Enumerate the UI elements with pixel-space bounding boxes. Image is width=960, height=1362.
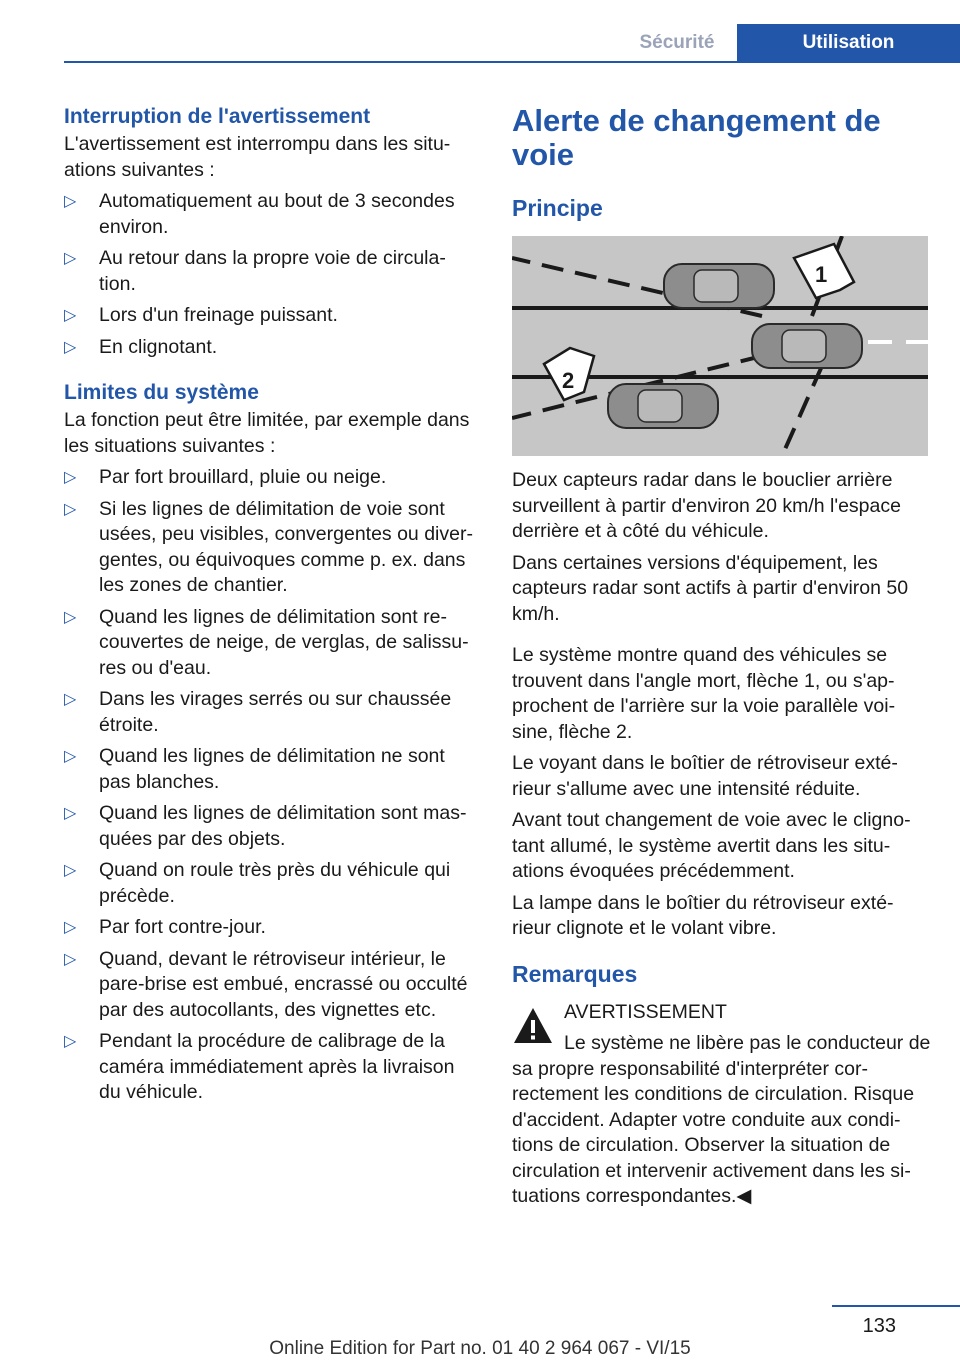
triangle-bullet-icon: ▷	[64, 307, 77, 324]
list-item: ▷ Quand les lignes de délimitation sont re-couvertes de neige, de verglas, de salissu-res ou d'eau.	[64, 605, 469, 679]
interruption-heading: Interruption de l'avertissement	[64, 105, 371, 128]
triangle-bullet-icon: ▷	[64, 805, 77, 822]
triangle-bullet-icon: ▷	[64, 193, 77, 210]
triangle-bullet-icon: ▷	[64, 919, 77, 936]
list-item: ▷ Par fort brouillard, pluie ou neige.	[64, 465, 480, 491]
warning-box	[512, 1000, 932, 1210]
list-item: ▷ Pendant la procédure de calibrage de la caméra immédiatement après la livraison du véhicule.	[64, 1030, 455, 1103]
warning-triangle-icon	[512, 1006, 554, 1046]
arrow-1-label: 1	[815, 262, 828, 287]
list-item: ▷ En clignotant.	[64, 335, 480, 361]
principle-paragraph: Avant tout changement de voie avec le cligno-tant allumé, le système avertit dans les situ-ations évoquées précédemment.	[512, 809, 911, 882]
list-item: ▷ Quand, devant le rétroviseur intérieur, le pare-brise est embué, encrassé ou occulté par des autocollants, des vignettes etc.	[64, 947, 468, 1021]
header-rule	[64, 61, 960, 63]
triangle-bullet-icon: ▷	[64, 250, 77, 267]
list-item: ▷ Dans les virages serrés ou sur chaussée étroite.	[64, 688, 452, 736]
warning-text: Le système ne libère pas le conducteur de sa propre responsabilité d'interpréter cor-rectement les conditions de circulation. Risque d'accident. Adapter votre conduite aux condi-tions de circulation. Observer la situation de circulation et intervenir activement dans les si-tuations correspondantes.◀	[512, 1032, 931, 1207]
triangle-bullet-icon: ▷	[64, 500, 77, 518]
left-column	[64, 100, 480, 1106]
car-icon	[664, 264, 774, 308]
section-title: Alerte de changement de voie	[512, 103, 881, 172]
tab-section[interactable]: Sécurité	[639, 31, 715, 53]
list-item: ▷ Quand on roule très près du véhicule qui précède.	[64, 859, 451, 907]
tab-chapter[interactable]: Utilisation	[737, 24, 960, 61]
list-item: ▷ Quand les lignes de délimitation sont mas-quées par des objets.	[64, 802, 467, 850]
principle-paragraph: Le voyant dans le boîtier de rétroviseur exté-rieur s'allume avec une intensité réduite.	[512, 752, 898, 800]
limits-list	[64, 465, 480, 1106]
triangle-bullet-icon: ▷	[64, 608, 77, 626]
list-item: ▷ Quand les lignes de délimitation ne sont pas blanches.	[64, 745, 445, 793]
edition-footer: Online Edition for Part no. 01 40 2 964 067 - VI/15	[269, 1338, 691, 1359]
list-item: ▷ Au retour dans la propre voie de circula-tion.	[64, 247, 446, 295]
list-item: ▷ Si les lignes de délimitation de voie sont usées, peu visibles, convergentes ou diver-gentes, ou équivoques comme p. ex. dans les zones de chantier.	[64, 497, 473, 596]
triangle-bullet-icon: ▷	[64, 338, 77, 356]
limits-intro: La fonction peut être limitée, par exemple dans les situations suivantes :	[64, 409, 470, 457]
triangle-bullet-icon: ▷	[64, 691, 77, 708]
list-item: ▷ Lors d'un freinage puissant.	[64, 303, 480, 329]
principle-paragraph: La lampe dans le boîtier du rétroviseur exté-rieur clignote et le volant vibre.	[512, 891, 894, 939]
right-column	[512, 100, 932, 1210]
warning-title: AVERTISSEMENT	[564, 1000, 727, 1023]
interruption-list	[64, 189, 480, 360]
header-tabs	[617, 24, 960, 61]
principle-paragraph: Dans certaines versions d'équipement, les capteurs radar sont actifs à partir d'environ 50 km/h.	[512, 551, 909, 625]
footer-rule	[832, 1305, 960, 1307]
lane-change-figure	[512, 236, 928, 456]
principle-paragraph: Deux capteurs radar dans le bouclier arrière surveillent à partir d'environ 20 km/h l'espace derrière et à côté du véhicule.	[512, 469, 901, 542]
list-item: ▷ Automatiquement au bout de 3 secondes environ.	[64, 190, 455, 238]
road-diagram	[512, 236, 928, 456]
principle-heading: Principe	[512, 195, 603, 221]
triangle-bullet-icon: ▷	[64, 748, 77, 765]
limits-heading: Limites du système	[64, 381, 259, 404]
triangle-bullet-icon: ▷	[64, 1033, 77, 1050]
remarks-heading: Remarques	[512, 960, 638, 987]
triangle-bullet-icon: ▷	[64, 862, 77, 879]
principle-paragraph: Le système montre quand des véhicules se trouvent dans l'angle mort, flèche 1, ou s'ap-prochent de l'arrière sur la voie parallèle voi-sine, flèche 2.	[512, 644, 896, 743]
car-icon	[752, 324, 862, 368]
car-icon	[608, 384, 718, 428]
triangle-bullet-icon: ▷	[64, 469, 77, 486]
page-number: 133	[862, 1315, 896, 1337]
list-item: ▷ Par fort contre-jour.	[64, 915, 480, 941]
arrow-2-label: 2	[562, 368, 575, 393]
interruption-intro: L'avertissement est interrompu dans les situ-ations suivantes :	[64, 133, 451, 181]
triangle-bullet-icon: ▷	[64, 950, 77, 968]
